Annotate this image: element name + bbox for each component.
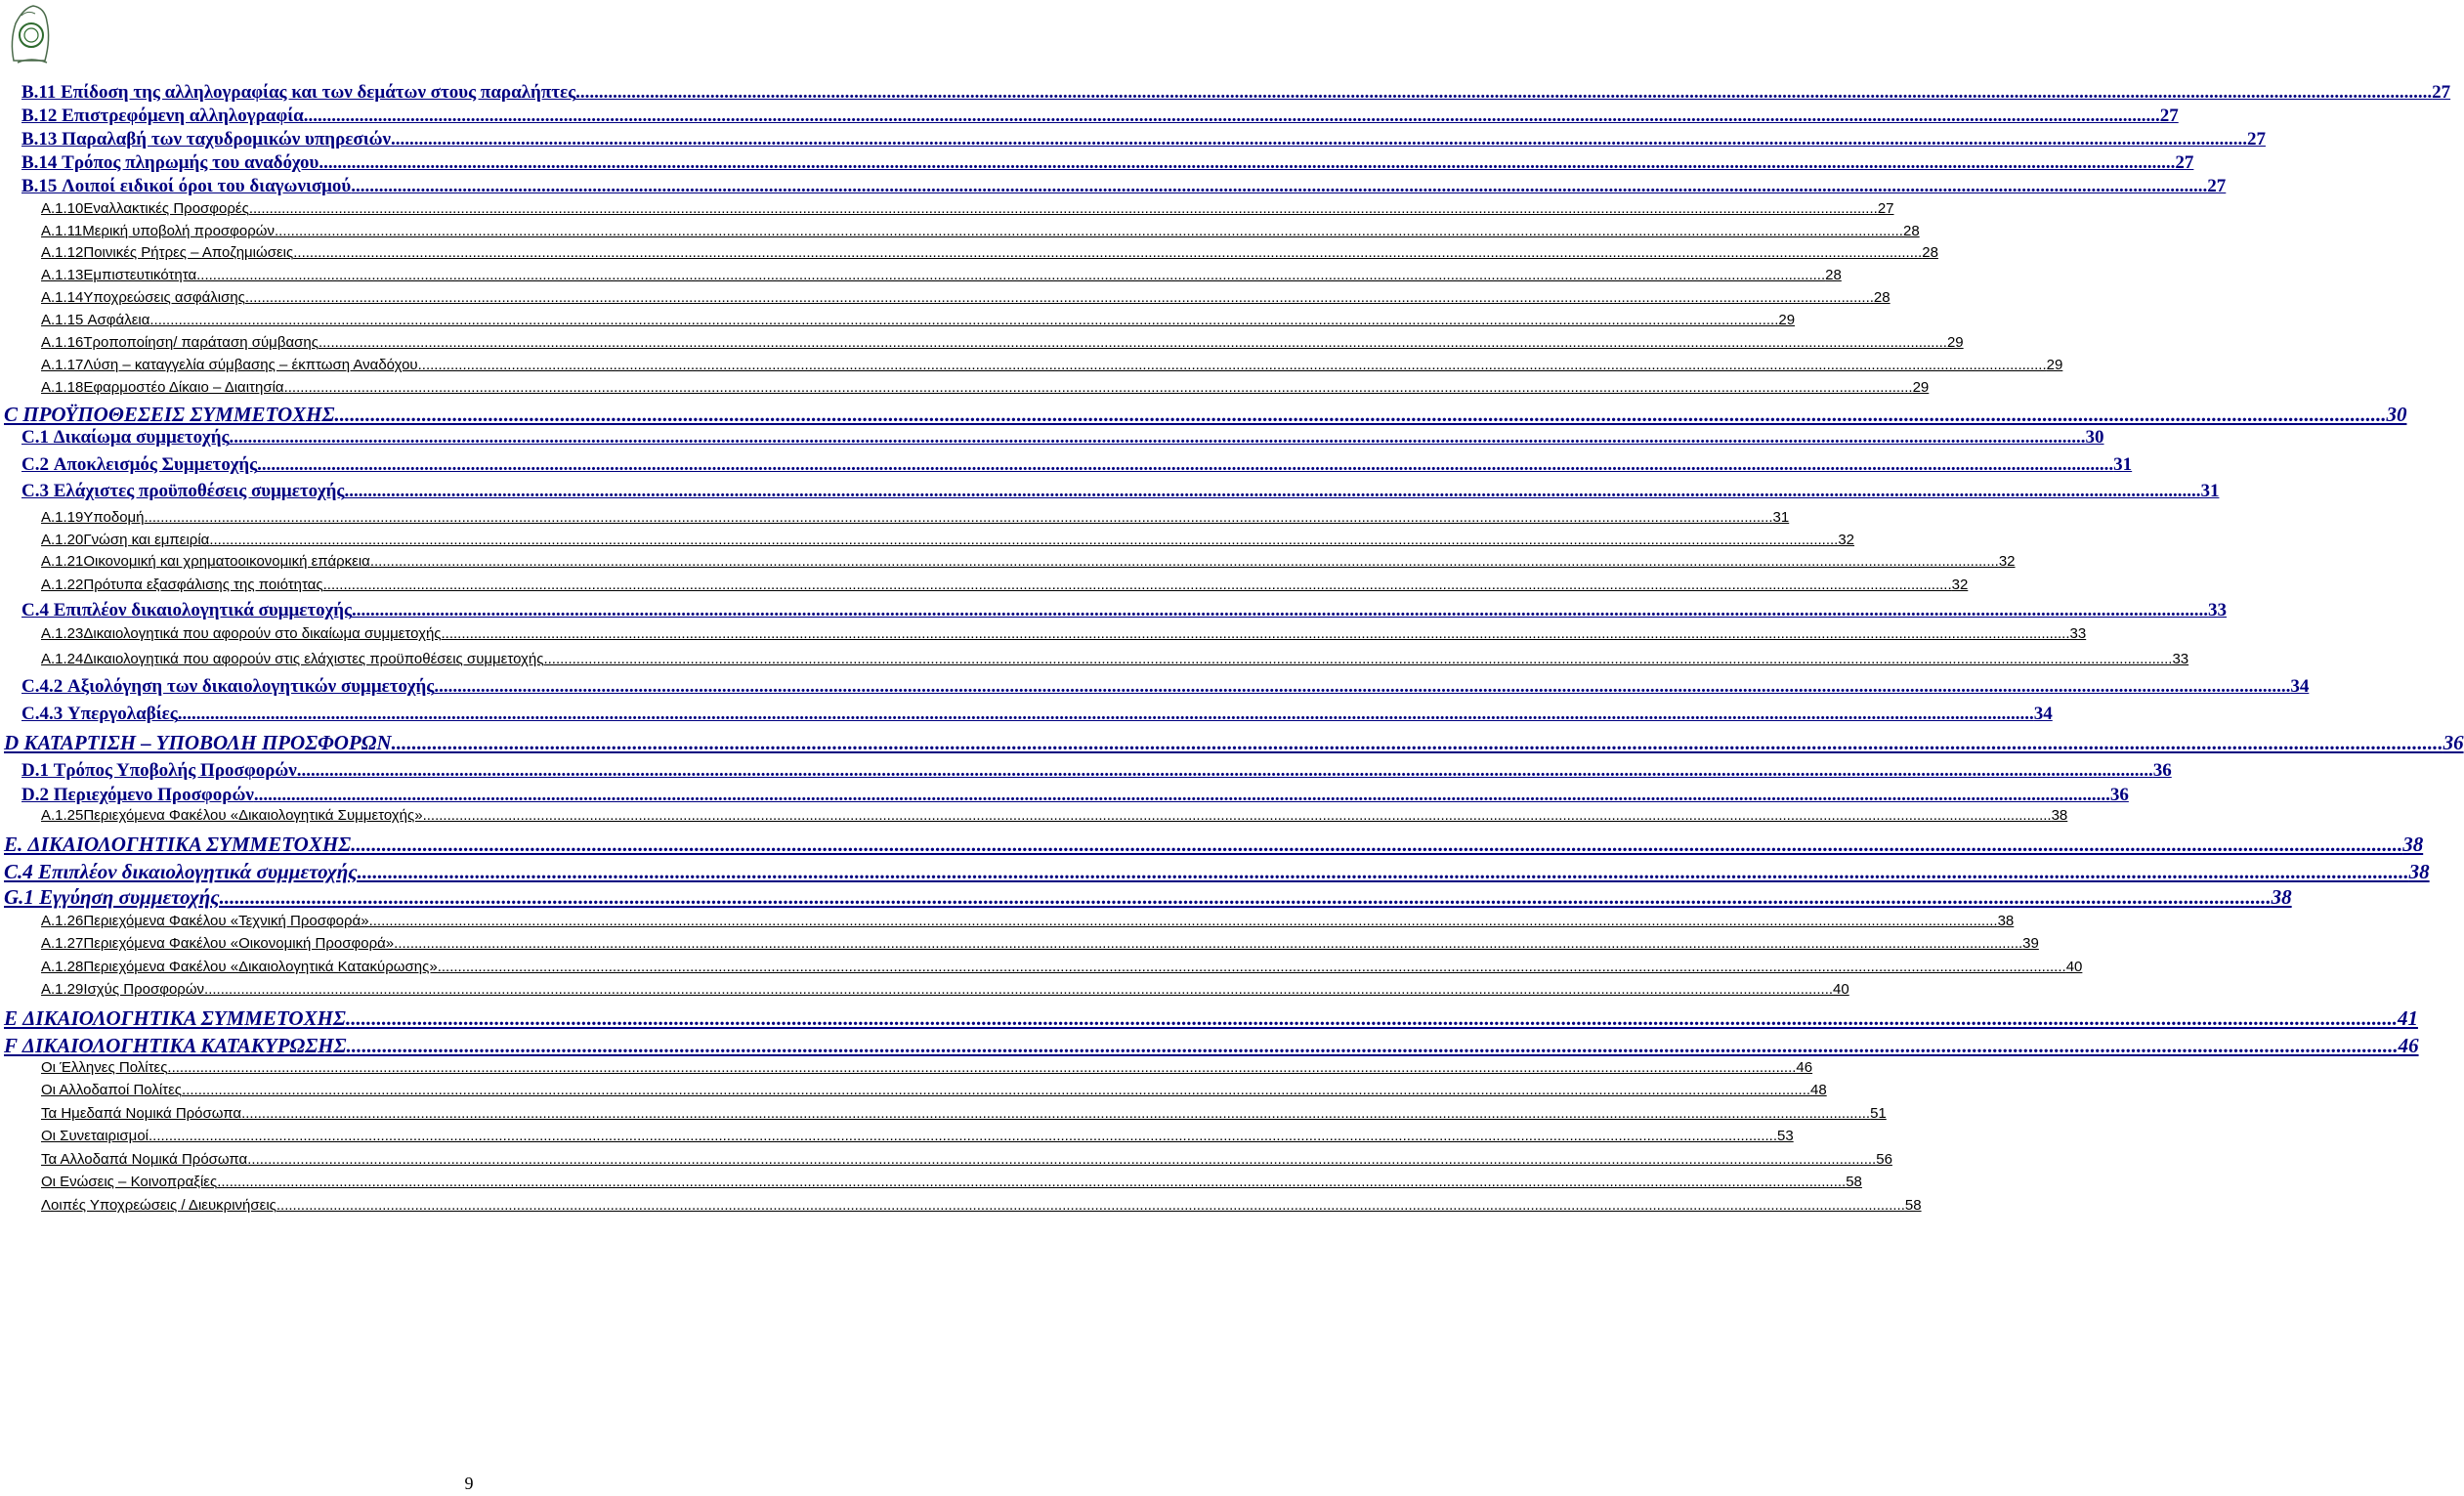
toc-entry-page: 29 xyxy=(1946,334,1964,351)
toc-entry-page: 46 xyxy=(2398,1034,2419,1057)
toc-entry-title: B.13 Παραλαβή των ταχυδρομικών υπηρεσιών xyxy=(21,129,391,150)
toc-entry-title: A.1.14Υποχρεώσεις ασφάλισης xyxy=(41,289,245,306)
toc-entry-title: A.1.23Δικαιολογητικά που αφορούν στο δικαίωμα συμμετοχής xyxy=(41,625,442,642)
toc-entry-title: C.4.2 Αξιολόγηση των δικαιολογητικών συμμετοχής xyxy=(21,676,435,697)
toc-entry-page: 36 xyxy=(2152,760,2172,781)
toc-entry-title: A.1.22Πρότυπα εξασφάλισης της ποιότητας xyxy=(41,577,323,593)
toc-entry-page: 27 xyxy=(2159,106,2179,126)
toc-entry[interactable] xyxy=(21,106,2179,127)
toc-leader-dots: ................................................................................................................................................................................................................................................................................................................................................................................................................ xyxy=(204,981,1834,998)
toc-entry-page: 28 xyxy=(1873,289,1890,306)
toc-entry-page: 38 xyxy=(2402,833,2424,856)
toc-leader-dots: ................................................................................................................................................................................................................................................................................................................................................................................................................ xyxy=(344,481,2201,501)
toc-entry-page: 32 xyxy=(1838,532,1855,548)
toc-entry-page: 28 xyxy=(1902,223,1920,239)
toc-entry[interactable] xyxy=(41,1128,1794,1144)
toc-entry-title: Οι Ενώσεις – Κοινοπραξίες xyxy=(41,1174,218,1190)
toc-entry-title: A.1.28Περιεχόμενα Φακέλου «Δικαιολογητικά Κατακύρωσης» xyxy=(41,959,438,975)
toc-entry-title: A.1.16Τροποποίηση/ παράταση σύμβασης xyxy=(41,334,319,351)
toc-entry[interactable] xyxy=(41,577,1969,593)
toc-entry-title: Τα Αλλοδαπά Νομικά Πρόσωπα xyxy=(41,1151,248,1168)
toc-entry[interactable] xyxy=(41,1174,1862,1190)
toc-entry[interactable] xyxy=(41,1197,1922,1214)
toc-entry-title: A.1.13Εμπιστευτικότητα xyxy=(41,267,197,283)
toc-entry-title: D.2 Περιεχόμενο Προσφορών xyxy=(21,785,254,805)
toc-entry[interactable] xyxy=(41,1082,1827,1098)
toc-leader-dots: ................................................................................................................................................................................................................................................................................................................................................................................................................ xyxy=(417,357,2047,373)
toc-entry[interactable] xyxy=(41,1059,1813,1076)
toc-entry-title: E. ΔΙΚΑΙΟΛΟΓΗΤΙΚΑ ΣΥΜΜΕΤΟΧΗΣ xyxy=(4,833,352,856)
toc-entry-title: A.1.29Ισχύς Προσφορών xyxy=(41,981,205,998)
toc-entry[interactable] xyxy=(4,731,2464,755)
toc-entry-page: 36 xyxy=(2109,785,2129,805)
toc-leader-dots: ................................................................................................................................................................................................................................................................................................................................................................................................................ xyxy=(149,1128,1777,1144)
toc-entry-page: 33 xyxy=(2069,625,2087,642)
toc-leader-dots: ................................................................................................................................................................................................................................................................................................................................................................................................................ xyxy=(391,731,2443,754)
toc-entry-title: A.1.27Περιεχόμενα Φακέλου «Οικονομική Προσφορά» xyxy=(41,935,395,952)
toc-entry[interactable] xyxy=(41,935,2039,952)
toc-leader-dots: ................................................................................................................................................................................................................................................................................................................................................................................................................ xyxy=(369,553,1999,570)
toc-entry-title: B.12 Επιστρεφόμενη αλληλογραφία xyxy=(21,106,304,126)
toc-entry[interactable] xyxy=(41,959,2083,975)
toc-entry-title: Οι Αλλοδαποί Πολίτες xyxy=(41,1082,183,1098)
toc-entry[interactable] xyxy=(41,379,1930,396)
toc-entry-page: 30 xyxy=(2085,427,2104,448)
toc-leader-dots: ................................................................................................................................................................................................................................................................................................................................................................................................................ xyxy=(177,704,2034,724)
toc-leader-dots: ................................................................................................................................................................................................................................................................................................................................................................................................................ xyxy=(394,935,2023,952)
toc-entry[interactable] xyxy=(21,676,2310,698)
toc-leader-dots: ................................................................................................................................................................................................................................................................................................................................................................................................................ xyxy=(229,427,2086,448)
toc-entry-title: Τα Ημεδαπά Νομικά Πρόσωπα xyxy=(41,1105,242,1122)
toc-entry-title: C ΠΡΟΫΠΟΘΕΣΕΙΣ ΣΥΜΜΕΤΟΧΗΣ xyxy=(4,403,335,426)
toc-entry[interactable] xyxy=(41,807,2068,824)
toc-leader-dots: ................................................................................................................................................................................................................................................................................................................................................................................................................ xyxy=(422,807,2052,824)
toc-entry[interactable] xyxy=(21,152,2194,174)
toc-leader-dots: ................................................................................................................................................................................................................................................................................................................................................................................................................ xyxy=(345,1006,2398,1030)
toc-entry-page: 27 xyxy=(2207,176,2227,196)
toc-leader-dots: ................................................................................................................................................................................................................................................................................................................................................................................................................ xyxy=(322,577,1952,593)
toc-entry-page: 33 xyxy=(2208,600,2228,620)
toc-entry-title: B.11 Επίδοση της αλληλογραφίας και των δεμάτων στους παραλήπτες xyxy=(21,82,576,103)
toc-entry[interactable] xyxy=(21,704,2053,725)
toc-entry-page: 38 xyxy=(2051,807,2068,824)
toc-entry[interactable] xyxy=(21,176,2227,197)
toc-entry[interactable] xyxy=(4,833,2424,857)
toc-entry[interactable] xyxy=(41,267,1842,283)
toc-entry-page: 30 xyxy=(2386,403,2407,426)
toc-leader-dots: ................................................................................................................................................................................................................................................................................................................................................................................................................ xyxy=(575,82,2433,103)
toc-leader-dots: ................................................................................................................................................................................................................................................................................................................................................................................................................ xyxy=(319,152,2176,173)
toc-entry[interactable] xyxy=(21,82,2451,104)
toc-leader-dots: ................................................................................................................................................................................................................................................................................................................................................................................................................ xyxy=(248,200,1878,217)
toc-leader-dots: ................................................................................................................................................................................................................................................................................................................................................................................................................ xyxy=(303,106,2160,126)
toc-entry-title: E ΔΙΚΑΙΟΛΟΓΗΤΙΚΑ ΣΥΜΜΕΤΟΧΗΣ xyxy=(4,1006,346,1030)
toc-entry-page: 29 xyxy=(2046,357,2063,373)
toc-entry-title: A.1.17Λύση – καταγγελία σύμβασης – έκπτωση Αναδόχου xyxy=(41,357,418,373)
toc-entry[interactable] xyxy=(21,785,2129,806)
toc-leader-dots: ................................................................................................................................................................................................................................................................................................................................................................................................................ xyxy=(437,959,2066,975)
toc-entry[interactable] xyxy=(4,860,2430,884)
toc-leader-dots: ................................................................................................................................................................................................................................................................................................................................................................................................................ xyxy=(434,676,2291,697)
toc-leader-dots: ................................................................................................................................................................................................................................................................................................................................................................................................................ xyxy=(182,1082,1811,1098)
toc-leader-dots: ................................................................................................................................................................................................................................................................................................................................................................................................................ xyxy=(334,403,2387,426)
toc-leader-dots: ................................................................................................................................................................................................................................................................................................................................................................................................................ xyxy=(167,1059,1797,1076)
toc-leader-dots: ................................................................................................................................................................................................................................................................................................................................................................................................................ xyxy=(357,860,2409,883)
toc-leader-dots: ................................................................................................................................................................................................................................................................................................................................................................................................................ xyxy=(217,1174,1847,1190)
toc-entry-title: C.2 Αποκλεισμός Συμμετοχής xyxy=(21,454,258,475)
toc-entry-page: 27 xyxy=(2246,129,2266,150)
toc-entry[interactable] xyxy=(21,481,2220,502)
toc-leader-dots: ................................................................................................................................................................................................................................................................................................................................................................................................................ xyxy=(352,600,2209,620)
toc-entry[interactable] xyxy=(41,509,1790,526)
toc-entry-page: 33 xyxy=(2172,651,2189,667)
toc-entry[interactable] xyxy=(41,553,2016,570)
toc-entry-title: A.1.25Περιεχόμενα Φακέλου «Δικαιολογητικά Συμμετοχής» xyxy=(41,807,423,824)
toc-entry-page: 38 xyxy=(2271,885,2292,909)
toc-entry[interactable] xyxy=(41,244,1938,261)
toc-entry-page: 34 xyxy=(2290,676,2310,697)
toc-entry[interactable] xyxy=(41,913,2015,929)
toc-leader-dots: ................................................................................................................................................................................................................................................................................................................................................................................................................ xyxy=(241,1105,1871,1122)
toc-entry-title: A.1.15 Ασφάλεια xyxy=(41,312,150,328)
toc-entry[interactable] xyxy=(41,1151,1892,1168)
toc-entry[interactable] xyxy=(41,651,2189,667)
toc-leader-dots: ................................................................................................................................................................................................................................................................................................................................................................................................................ xyxy=(219,885,2272,909)
toc-entry-title: A.1.18Εφαρμοστέο Δίκαιο – Διαιτησία xyxy=(41,379,284,396)
toc-leader-dots: ................................................................................................................................................................................................................................................................................................................................................................................................................ xyxy=(209,532,1839,548)
toc-entry[interactable] xyxy=(41,625,2087,642)
toc-entry-title: A.1.20Γνώση και εμπειρία xyxy=(41,532,210,548)
toc-entry-page: 34 xyxy=(2033,704,2053,724)
toc-entry-page: 51 xyxy=(1870,1105,1887,1122)
toc-entry-title: Οι Συνεταιρισμοί xyxy=(41,1128,149,1144)
toc-entry-page: 31 xyxy=(2113,454,2133,475)
toc-entry-title: A.1.26Περιεχόμενα Φακέλου «Τεχνική Προσφορά» xyxy=(41,913,369,929)
toc-entry-title: A.1.24Δικαιολογητικά που αφορούν στις ελάχιστες προϋποθέσεις συμμετοχής xyxy=(41,651,544,667)
toc-entry-page: 31 xyxy=(2200,481,2220,501)
toc-entry[interactable] xyxy=(4,1034,2419,1058)
toc-entry[interactable] xyxy=(4,1006,2418,1031)
toc-leader-dots: ................................................................................................................................................................................................................................................................................................................................................................................................................ xyxy=(274,223,1903,239)
toc-entry-page: 29 xyxy=(1912,379,1930,396)
toc-entry-page: 38 xyxy=(1997,913,2015,929)
toc-leader-dots: ................................................................................................................................................................................................................................................................................................................................................................................................................ xyxy=(351,833,2403,856)
toc-entry-page: 40 xyxy=(2065,959,2083,975)
toc-entry-title: F ΔΙΚΑΙΟΛΟΓΗΤΙΚΑ ΚΑΤΑΚΥΡΩΣΗΣ xyxy=(4,1034,347,1057)
toc-entry-title: B.15 Λοιποί ειδικοί όροι του διαγωνισμού xyxy=(21,176,352,196)
toc-entry[interactable] xyxy=(41,223,1920,239)
toc-entry[interactable] xyxy=(41,357,2063,373)
toc-entry-page: 58 xyxy=(1904,1197,1922,1214)
toc-entry-page: 27 xyxy=(1877,200,1894,217)
toc-entry-page: 48 xyxy=(1810,1082,1827,1098)
toc-entry-page: 46 xyxy=(1796,1059,1813,1076)
toc-entry-page: 58 xyxy=(1846,1174,1862,1190)
toc-entry[interactable] xyxy=(21,760,2172,782)
toc-entry-title: Λοιπές Υποχρεώσεις / Διευκρινήσεις xyxy=(41,1197,276,1214)
toc-entry[interactable] xyxy=(41,289,1890,306)
toc-leader-dots: ................................................................................................................................................................................................................................................................................................................................................................................................................ xyxy=(351,176,2208,196)
toc-leader-dots: ................................................................................................................................................................................................................................................................................................................................................................................................................ xyxy=(283,379,1913,396)
toc-entry[interactable] xyxy=(21,129,2266,150)
toc-entry-page: 29 xyxy=(1778,312,1796,328)
toc-entry-page: 32 xyxy=(1998,553,2016,570)
toc-leader-dots: ................................................................................................................................................................................................................................................................................................................................................................................................................ xyxy=(149,312,1779,328)
toc-entry[interactable] xyxy=(41,334,1964,351)
toc-entry-title: C.1 Δικαίωμα συμμετοχής xyxy=(21,427,230,448)
toc-entry-title: A.1.12Ποινικές Ρήτρες – Αποζημιώσεις xyxy=(41,244,294,261)
toc-leader-dots: ................................................................................................................................................................................................................................................................................................................................................................................................................ xyxy=(247,1151,1877,1168)
page-number: 9 xyxy=(464,1474,474,1493)
toc-entry-title: A.1.21Οικονομική και χρηματοοικονομική επάρκεια xyxy=(41,553,370,570)
toc-entry-title: A.1.10Εναλλακτικές Προσφορές xyxy=(41,200,249,217)
toc-entry-page: 28 xyxy=(1922,244,1938,261)
toc-entry-page: 27 xyxy=(2432,82,2451,103)
toc-entry-title: B.14 Τρόπος πληρωμής του αναδόχου xyxy=(21,152,319,173)
toc-leader-dots: ................................................................................................................................................................................................................................................................................................................................................................................................................ xyxy=(293,244,1923,261)
toc-entry[interactable] xyxy=(41,312,1796,328)
toc-entry[interactable] xyxy=(21,454,2133,476)
toc-entry-page: 38 xyxy=(2408,860,2430,883)
toc-leader-dots: ................................................................................................................................................................................................................................................................................................................................................................................................................ xyxy=(196,267,1826,283)
toc-entry-page: 28 xyxy=(1825,267,1842,283)
toc-entry-title: A.1.11Μερική υποβολή προσφορών xyxy=(41,223,275,239)
toc-leader-dots: ................................................................................................................................................................................................................................................................................................................................................................................................................ xyxy=(244,289,1874,306)
toc-entry[interactable] xyxy=(41,532,1855,548)
toc-entry-page: 39 xyxy=(2022,935,2039,952)
toc-entry-page: 41 xyxy=(2397,1006,2418,1030)
toc-entry-title: Οι Έλληνες Πολίτες xyxy=(41,1059,168,1076)
toc-entry-page: 40 xyxy=(1833,981,1849,998)
toc-entry-title: C.4.3 Υπεργολαβίες xyxy=(21,704,178,724)
toc-leader-dots: ................................................................................................................................................................................................................................................................................................................................................................................................................ xyxy=(318,334,1947,351)
toc-leader-dots: ................................................................................................................................................................................................................................................................................................................................................................................................................ xyxy=(276,1197,1905,1214)
toc-leader-dots: ................................................................................................................................................................................................................................................................................................................................................................................................................ xyxy=(296,760,2153,781)
toc-leader-dots: ................................................................................................................................................................................................................................................................................................................................................................................................................ xyxy=(346,1034,2399,1057)
toc-entry[interactable] xyxy=(21,600,2228,621)
toc-entry-page: 36 xyxy=(2443,731,2464,754)
toc-leader-dots: ................................................................................................................................................................................................................................................................................................................................................................................................................ xyxy=(543,651,2173,667)
toc-entry-title: D.1 Τρόπος Υποβολής Προσφορών xyxy=(21,760,297,781)
toc-entry[interactable] xyxy=(4,403,2407,427)
toc-entry[interactable] xyxy=(41,981,1849,998)
toc-entry-page: 56 xyxy=(1876,1151,1892,1168)
toc-entry[interactable] xyxy=(21,427,2104,449)
toc-entry-title: A.1.19Υποδομή xyxy=(41,509,145,526)
toc-entry[interactable] xyxy=(41,200,1894,217)
toc-entry[interactable] xyxy=(41,1105,1887,1122)
logo-emblem-icon xyxy=(6,2,53,68)
toc-entry-page: 27 xyxy=(2175,152,2194,173)
toc-leader-dots: ................................................................................................................................................................................................................................................................................................................................................................................................................ xyxy=(144,509,1773,526)
toc-leader-dots: ................................................................................................................................................................................................................................................................................................................................................................................................................ xyxy=(390,129,2247,150)
toc-entry-title: C.4 Επιπλέον δικαιολογητικά συμμετοχής xyxy=(4,860,358,883)
toc-entry-title: D ΚΑΤΑΡΤΙΣΗ – ΥΠΟΒΟΛΗ ΠΡΟΣΦΟΡΩΝ xyxy=(4,731,392,754)
toc-leader-dots: ................................................................................................................................................................................................................................................................................................................................................................................................................ xyxy=(441,625,2070,642)
toc-entry-page: 32 xyxy=(1951,577,1969,593)
toc-entry-page: 31 xyxy=(1772,509,1790,526)
toc-leader-dots: ................................................................................................................................................................................................................................................................................................................................................................................................................ xyxy=(368,913,1998,929)
toc-entry-title: G.1 Εγγύηση συμμετοχής xyxy=(4,885,220,909)
toc-entry-title: C.3 Ελάχιστες προϋποθέσεις συμμετοχής xyxy=(21,481,345,501)
toc-entry-title: C.4 Επιπλέον δικαιολογητικά συμμετοχής xyxy=(21,600,353,620)
toc-entry[interactable] xyxy=(4,885,2292,910)
toc-entry-page: 53 xyxy=(1777,1128,1794,1144)
toc-leader-dots: ................................................................................................................................................................................................................................................................................................................................................................................................................ xyxy=(257,454,2114,475)
toc-leader-dots: ................................................................................................................................................................................................................................................................................................................................................................................................................ xyxy=(253,785,2110,805)
